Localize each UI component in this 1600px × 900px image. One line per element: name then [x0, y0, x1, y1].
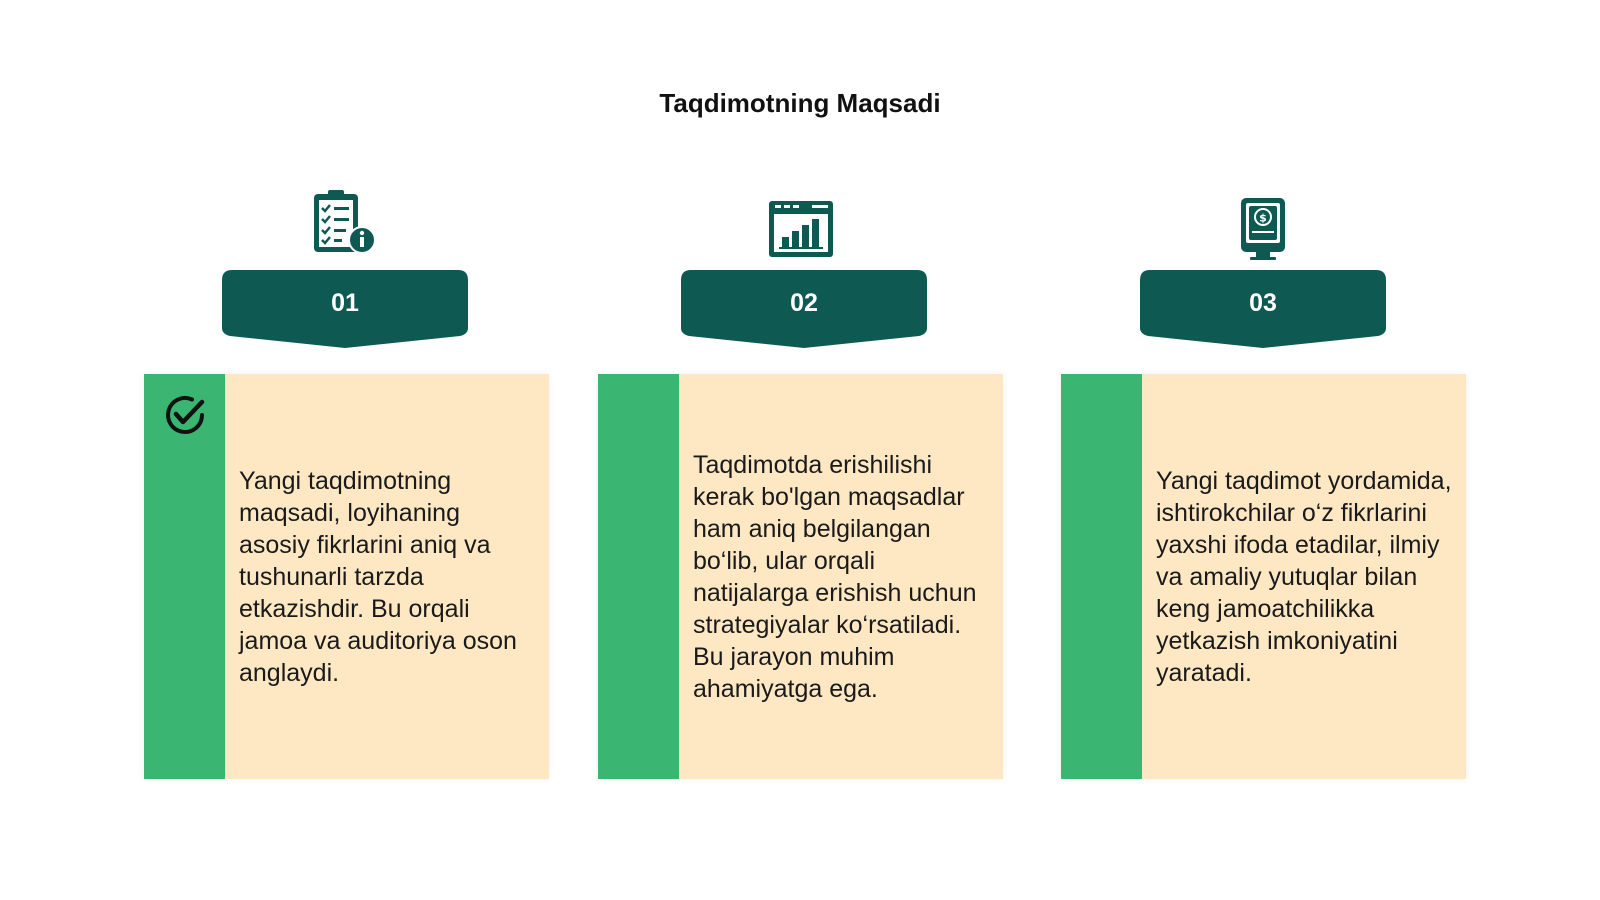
card-text: Yangi taqdimotning maqsadi, loyihaning asosiy fikrlarini aniq va tushunarli tarzda etkazishdir. Bu orqali jamoa va auditoriya oson anglaydi.: [239, 466, 517, 687]
card-text: Yangi taqdimot yordamida, ishtirokchilar o‘z fikrlarini yaxshi ifoda etadilar, ilmiy va amaliy yutuqlar bilan keng jamoatchilikka yetkazish imkoniyatini yaratadi.: [1156, 466, 1452, 687]
step-badge-01: [222, 270, 468, 352]
card-text-wrap: [239, 374, 537, 779]
card-text: Taqdimotda erishilishi kerak bo'lgan maqsadlar ham aniq belgilangan bo‘lib, ular orqali natijalarga erishish uchun strategiyalar ko‘rsatiladi. Bu jarayon muhim ahamiyatga ega.: [693, 450, 977, 703]
step-number: 02: [790, 289, 818, 317]
dollar-monitor-icon: [1228, 195, 1298, 265]
step-number: 03: [1249, 289, 1277, 317]
objective-card-1: [144, 374, 549, 779]
objective-card-3: [1061, 374, 1466, 779]
card-stripe: [598, 374, 679, 779]
step-number: 01: [331, 289, 359, 317]
step-badge-02: [681, 270, 927, 352]
step-badge-03: [1140, 270, 1386, 352]
bar-chart-window-icon: [766, 195, 836, 265]
slide-title: Taqdimotning Maqsadi: [659, 88, 941, 118]
card-text-wrap: [1156, 374, 1454, 779]
card-stripe: [1061, 374, 1142, 779]
svg-text:$: $: [1259, 211, 1267, 225]
clipboard-checklist-info-icon: [310, 188, 380, 258]
objective-card-2: [598, 374, 1003, 779]
check-circle-icon: [162, 392, 208, 438]
card-text-wrap: [693, 374, 991, 779]
